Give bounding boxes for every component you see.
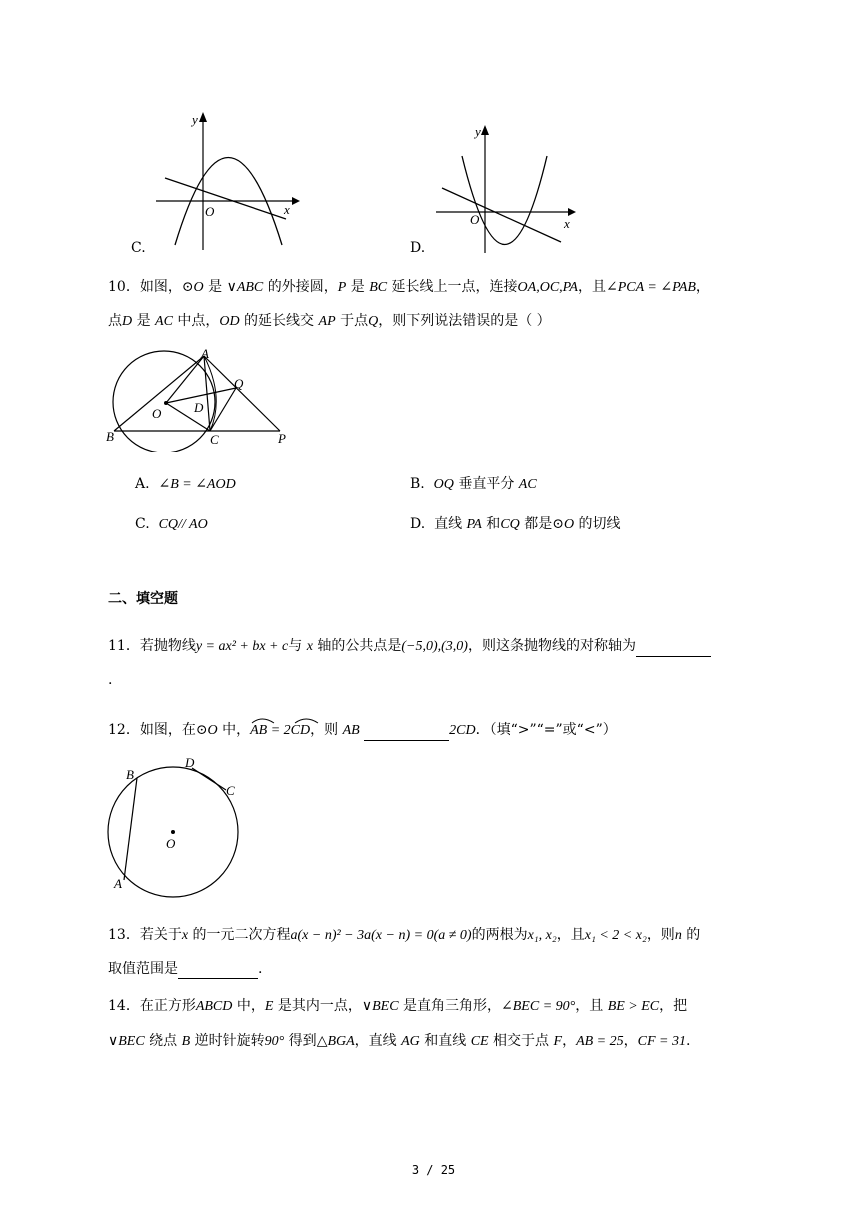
q10-figure xyxy=(100,342,300,452)
q10-stem-line1: 10．如图，⊙O 是 ∨ABC 的外接圆，P 是 BC 延长线上一点，连接OA,OC,PA，且∠PCA = ∠PAB， xyxy=(108,279,710,295)
label-q: Q xyxy=(234,376,244,391)
answer-blank[interactable] xyxy=(178,960,258,979)
axis-y-label: y xyxy=(475,124,481,139)
axis-x-label: x xyxy=(564,216,570,231)
label-d: D xyxy=(194,400,204,415)
q11-stem: 11．若抛物线y = ax² + bx + c与 x 轴的公共点是(−5,0),(3,0)，则这条抛物线的对称轴为 xyxy=(108,636,711,657)
label-b: B xyxy=(126,767,134,782)
answer-blank[interactable] xyxy=(364,722,449,741)
q9-option-c-label: C. xyxy=(131,240,146,256)
label-b: B xyxy=(106,429,114,444)
label-a: A xyxy=(114,876,122,891)
label-c: C xyxy=(226,783,235,798)
label-a: A xyxy=(201,346,209,361)
section-title: 二、填空题 xyxy=(108,591,178,607)
origin-label: O xyxy=(470,212,480,227)
axis-x-label: x xyxy=(284,202,290,217)
q10-option-a: A. ∠B = ∠AOD xyxy=(135,476,236,492)
q10-option-d: D. 直线 PA 和CQ 都是⊙O 的切线 xyxy=(410,516,621,532)
q9-graph-c xyxy=(140,110,300,255)
q13-stem-line2: 取值范围是 . xyxy=(108,961,263,977)
q12-stem: 12．如图，在⊙O 中，AB = 2CD ，则 AB 2CD．（填“>”“=”或“<”） xyxy=(108,720,617,741)
q14-stem-line1: 14．在正方形ABCD 中，E 是其内一点，∨BEC 是直角三角形，∠BEC = 90°，且 BE > EC，把 xyxy=(108,998,688,1014)
q9-option-d-label: D. xyxy=(410,240,426,256)
answer-blank[interactable] xyxy=(636,638,711,657)
q9-graph-d xyxy=(430,118,580,258)
axis-y-label: y xyxy=(192,112,198,127)
q14-stem-line2: ∨BEC 绕点 B 逆时针旋转90° 得到△BGA，直线 AG 和直线 CE 相交于点 F，AB = 25，CF = 31. xyxy=(108,1033,691,1049)
q11-period: . xyxy=(108,672,113,688)
label-o: O xyxy=(152,406,162,421)
arc-equation: AB = 2CD xyxy=(250,723,310,738)
label-d: D xyxy=(185,755,195,770)
q12-figure xyxy=(100,755,250,900)
label-c: C xyxy=(210,432,219,447)
q10-option-b: B. OQ 垂直平分 AC xyxy=(410,476,537,492)
page-number: 3 / 25 xyxy=(411,1163,456,1177)
origin-label: O xyxy=(205,204,215,219)
arc-marks xyxy=(250,715,330,725)
label-o: O xyxy=(166,836,176,851)
q10-option-c: C. CQ// AO xyxy=(135,516,208,532)
q13-stem-line1: 13．若关于x 的一元二次方程a(x − n)² − 3a(x − n) = 0(a ≠ 0)的两根为x₁, x₂，且x₁ < 2 < x₂，则n 的 xyxy=(108,927,701,943)
q10-stem-line2: 点D 是 AC 中点，OD 的延长线交 AP 于点Q，则下列说法错误的是（ ） xyxy=(108,313,551,329)
label-p: P xyxy=(278,431,286,446)
